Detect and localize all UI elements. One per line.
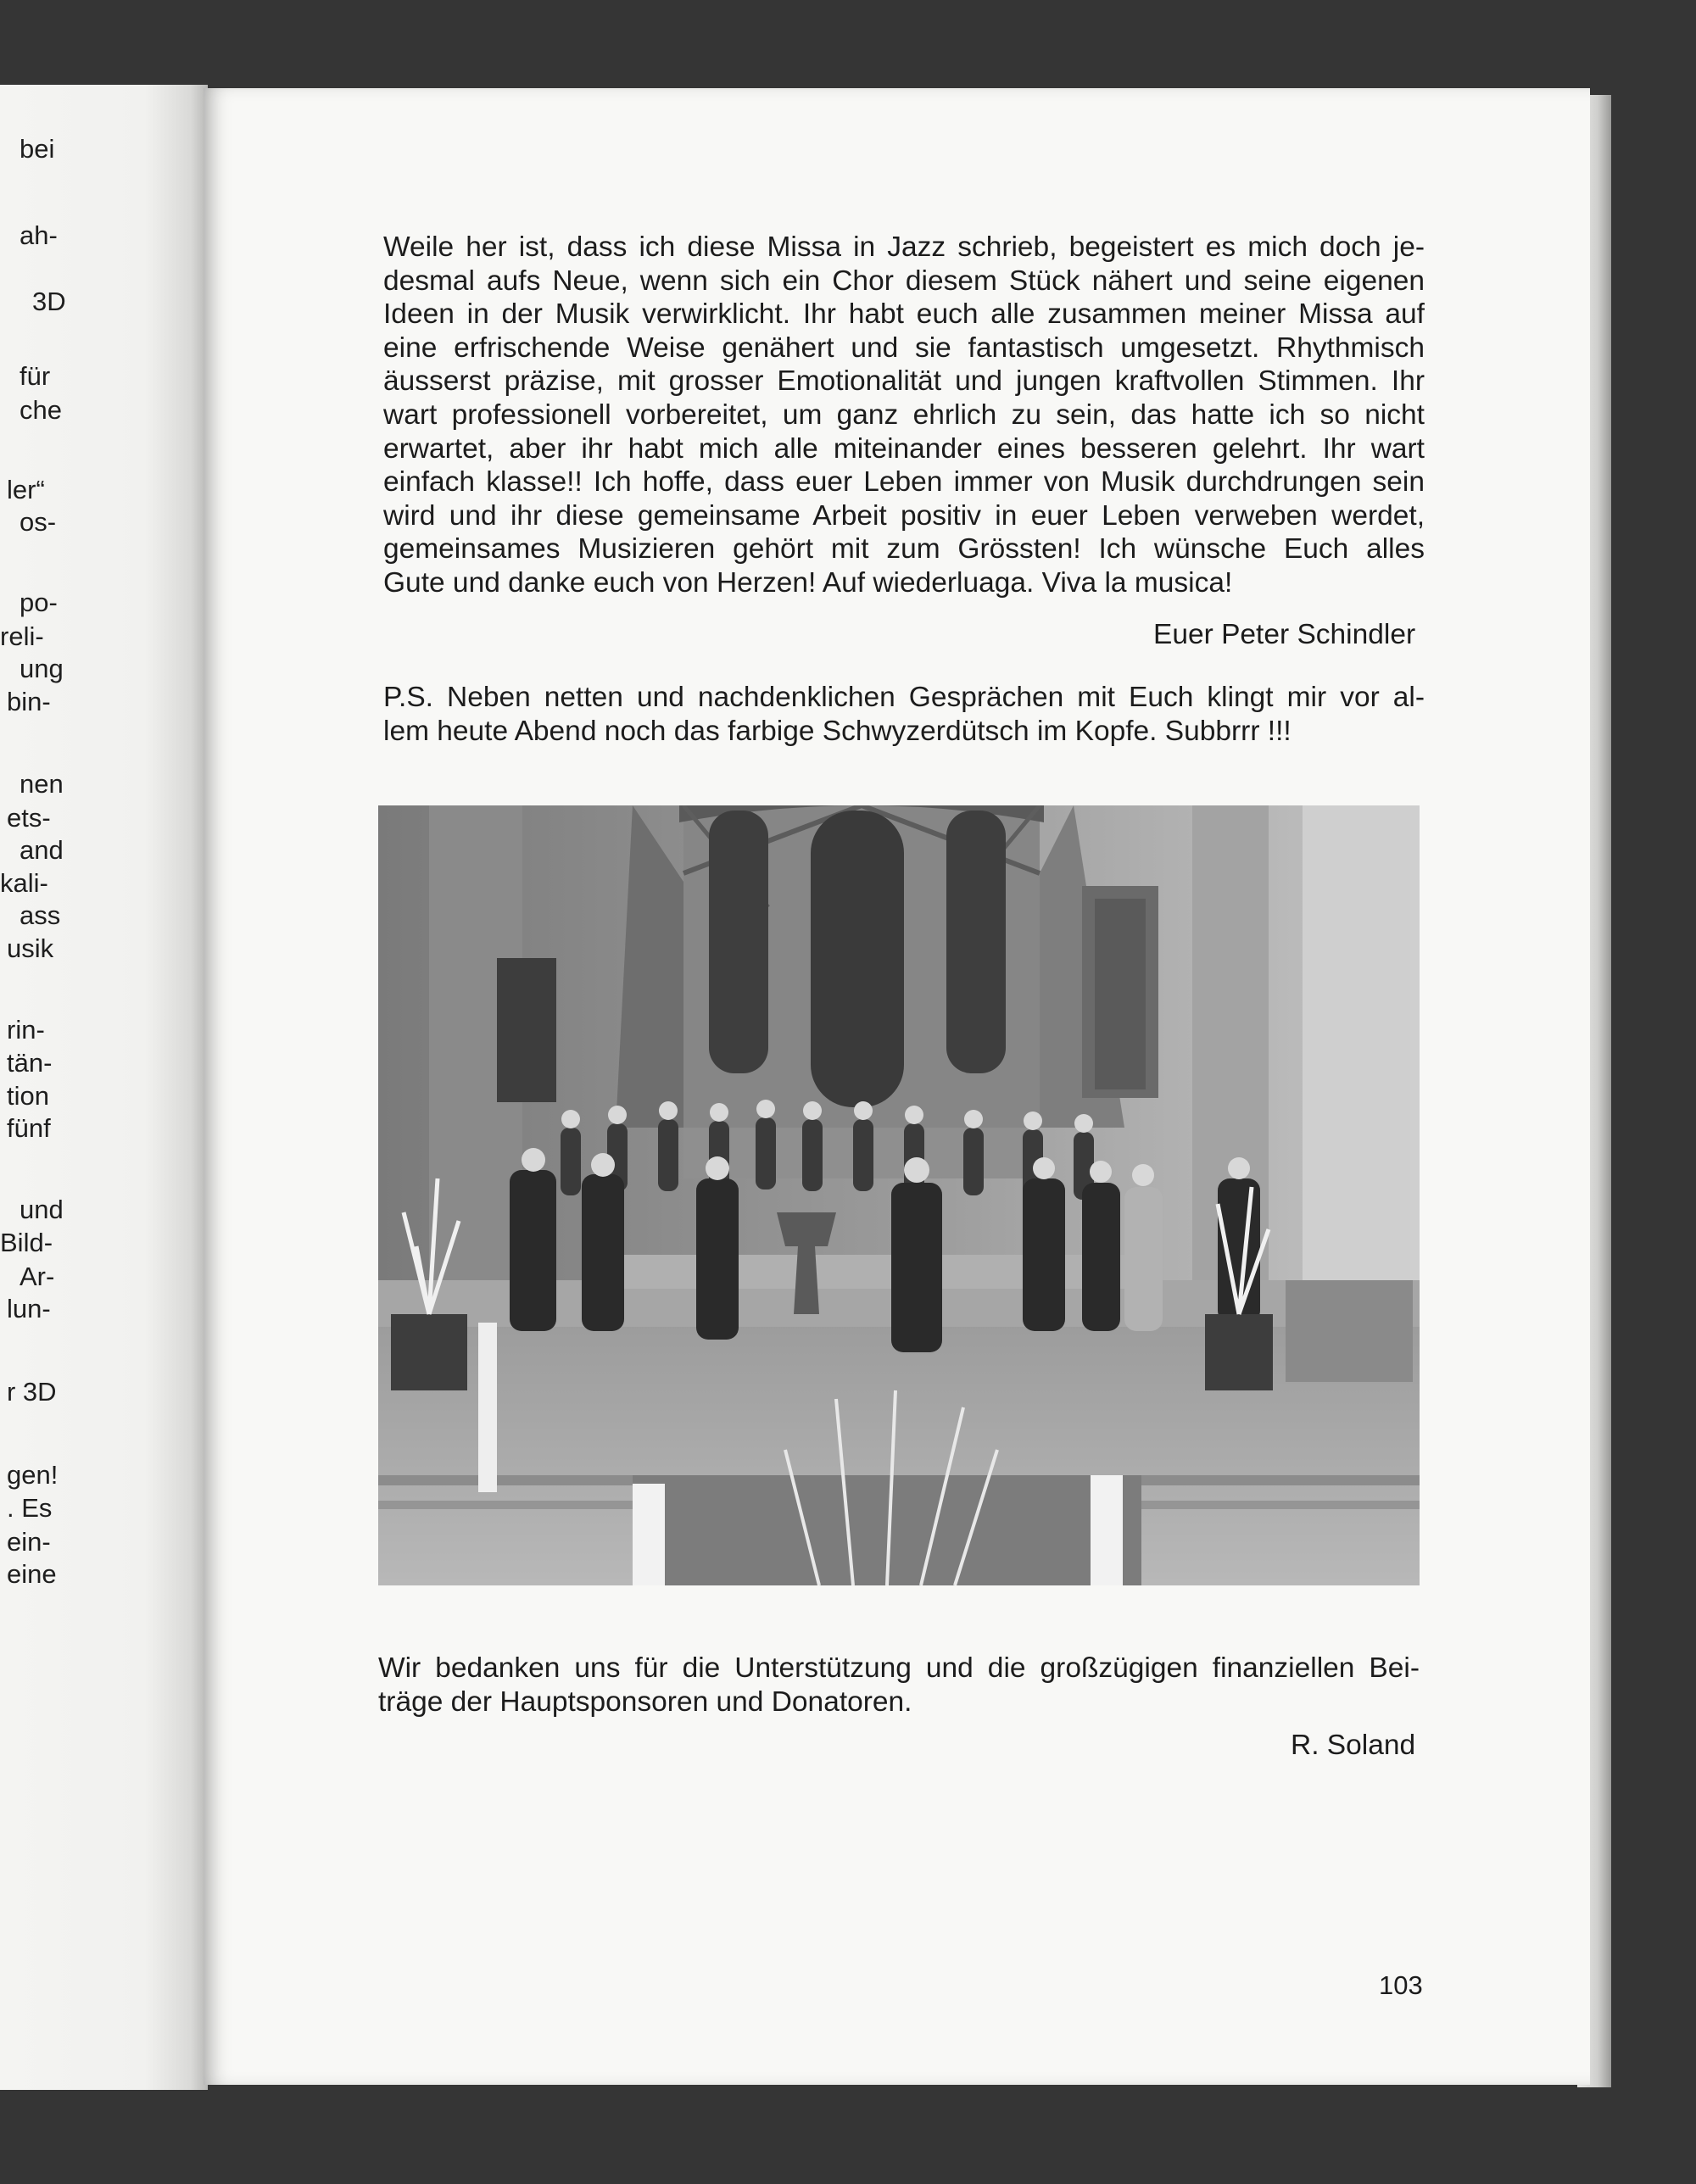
text-line: gemeinsames Musizieren gehört mit zum Grössten! Ich wünsche Euch alles (383, 533, 1425, 566)
left-page-fragment: usik (7, 933, 54, 963)
letter-signature: Euer Peter Schindler (1153, 619, 1416, 650)
text-line: wart professionell vorbereitet, um ganz ehrlich zu sein, das hatte ich so nicht (383, 398, 1425, 431)
left-page-fragment: and (20, 835, 64, 865)
left-page-fragment: für (20, 361, 51, 391)
text-line: Ideen in der Musik verwirklicht. Ihr habt euch alle zusammen meiner Missa auf (383, 298, 1425, 331)
text-line: einfach klasse!! Ich hoffe, dass euer Leben immer von Musik durchdrungen sein (383, 466, 1425, 499)
thanks-note (378, 1652, 1420, 1719)
left-page-fragment: Ar- (20, 1262, 55, 1291)
postscript (383, 681, 1425, 748)
left-page-fragment: reli- (0, 621, 44, 651)
left-page (0, 85, 208, 2090)
left-page-fragment: 3D (32, 287, 66, 316)
left-page-fragment: fünf (7, 1113, 51, 1143)
left-page-fragment: ah- (20, 220, 58, 250)
text-line: wird und ihr diese gemeinsame Arbeit positiv in euer Leben verweben werdet, (383, 499, 1425, 532)
left-page-fragment: tion (7, 1081, 49, 1111)
left-page-fragment: ein- (7, 1527, 51, 1557)
left-page-fragment: os- (20, 507, 57, 537)
left-page-fragment: ung (20, 654, 64, 683)
text-line: P.S. Neben netten und nachdenklichen Gesprächen mit Euch klingt mir vor al- (383, 682, 1425, 713)
text-line: lem heute Abend noch das farbige Schwyzerdütsch im Kopfe. Subbrrr !!! (383, 715, 1292, 747)
page-number: 103 (1379, 1970, 1423, 2000)
left-page-fragment: kali- (0, 868, 48, 898)
left-page-fragment: r 3D (7, 1377, 57, 1407)
left-page-fragment: Bild- (0, 1228, 53, 1257)
text-line: desmal aufs Neue, wenn sich ein Chor diesem Stück nähert und seine eigenen (383, 265, 1425, 297)
left-page-fragment: gen! (7, 1460, 59, 1490)
text-line: Gute und danke euch von Herzen! Auf wiederluaga. Viva la musica! (383, 566, 1233, 599)
text-line: träge der Hauptsponsoren und Donatoren. (378, 1685, 912, 1718)
left-page-fragment: nen (20, 769, 64, 799)
thanks-signature: R. Soland (1291, 1730, 1416, 1761)
text-line: eine erfrischende Weise genähert und sie fantastisch umgesetzt. Rhythmisch (383, 332, 1425, 364)
left-page-fragment: bin- (7, 687, 51, 716)
left-page-fragment: bei (20, 134, 55, 164)
text-line: erwartet, aber ihr habt mich alle miteinander eines besseren gelehrt. Ihr wart (383, 432, 1425, 465)
left-page-fragment: ets- (7, 803, 51, 833)
left-page-fragment: rin- (7, 1015, 45, 1045)
left-page-fragment: und (20, 1195, 64, 1224)
text-line: äusserst präzise, mit grosser Emotionalität und jungen kraftvollen Stimmen. Ihr (383, 365, 1425, 398)
left-page-fragment: po- (20, 588, 58, 617)
left-page-fragment: tän- (7, 1048, 53, 1078)
left-page-fragment: eine (7, 1559, 57, 1589)
left-page-fragment: . Es (7, 1493, 53, 1523)
church-choir-image (378, 805, 1420, 1585)
left-page-fragment: ler“ (7, 475, 45, 504)
left-page-fragment: che (20, 395, 62, 425)
letter-body (383, 231, 1425, 600)
left-page-fragment: lun- (7, 1294, 51, 1323)
choir-photo (378, 805, 1420, 1585)
left-page-fragment: ass (20, 900, 61, 930)
text-line: Wir bedanken uns für die Unterstützung und die großzügigen finanziellen Bei- (378, 1652, 1420, 1684)
text-line: Weile her ist, dass ich diese Missa in Jazz schrieb, begeistert es mich doch je- (383, 231, 1425, 263)
